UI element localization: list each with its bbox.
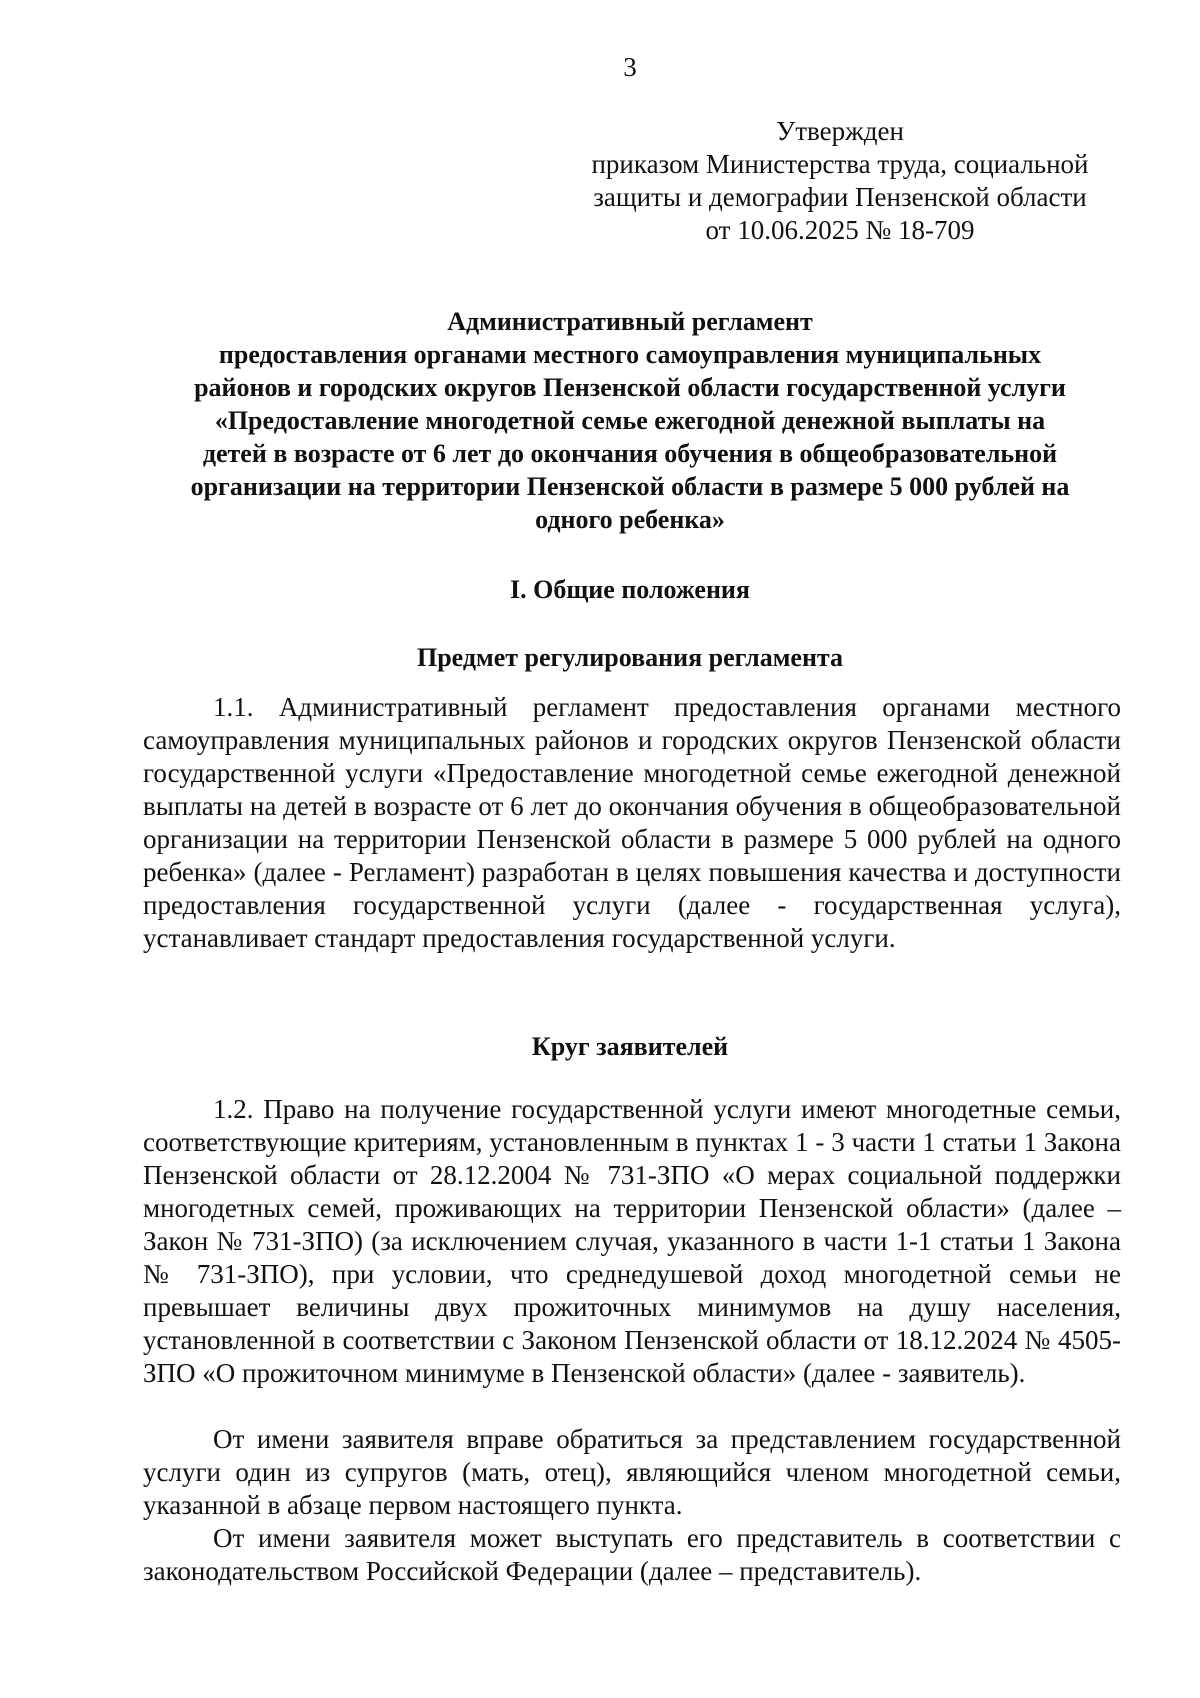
approval-block: [560, 115, 1120, 247]
title-line: детей в возрасте от 6 лет до окончания обучения в общеобразовательной: [202, 439, 1058, 468]
subheading-applicants: Круг заявителей: [531, 1032, 729, 1061]
title-line: организации на территории Пензенской области в размере 5 000 рублей на: [190, 472, 1070, 501]
paragraph-representative: От имени заявителя может выступать его представитель в соответствии с законодательством Российской Федерации (далее – представитель).: [143, 1523, 1121, 1586]
paragraph-1-2: 1.2. Право на получение государственной услуги имеют многодетные семьи, соответствующие критериям, установленным в пунктах 1 - 3 части 1 статьи 1 Закона Пензенской области от 28.12.2004 № 731-ЗПО «О мерах социальной поддержки многодетных семей, проживающих на территории Пензенской области» (далее – Закон № 731-ЗПО) (за исключением случая, указанного в части 1-1 статьи 1 Закона № 731-ЗПО), при условии, что среднедушевой доход многодетной семьи не превышает величины двух прожиточных минимумов на душу населения, установленной в соответствии с Законом Пензенской области от 18.12.2024 № 4505-ЗПО «О прожиточном минимуме в Пензенской области» (далее - заявитель).: [143, 1094, 1121, 1388]
approval-line: приказом Министерства труда, социальной: [591, 149, 1089, 179]
paragraph-spouse: От имени заявителя вправе обратиться за представлением государственной услуги один из супругов (мать, отец), являющийся членом многодетной семьи, указанной в абзаце первом настоящего пункта.: [143, 1424, 1121, 1520]
title-line: одного ребенка»: [535, 505, 725, 534]
title-line: районов и городских округов Пензенской области государственной услуги: [194, 373, 1066, 402]
approval-line: Утвержден: [776, 116, 904, 146]
paragraph-1-1: 1.1. Административный регламент предоставления органами местного самоуправления муниципальных районов и городских округов Пензенской области государственной услуги «Предоставление многодетной семье ежегодной денежной выплаты на детей в возрасте от 6 лет до окончания обучения в общеобразовательной организации на территории Пензенской области в размере 5 000 рублей на одного ребенка» (далее - Регламент) разработан в целях повышения качества и доступности предоставления государственной услуги (далее - государственная услуга), устанавливает стандарт предоставления государственной услуги.: [143, 692, 1121, 953]
subheading-subject-of-regulation: Предмет регулирования регламента: [416, 643, 844, 672]
document-title: [140, 305, 1120, 536]
title-line: «Предоставление многодетной семье ежегодной денежной выплаты на: [214, 406, 1046, 435]
title-line: предоставления органами местного самоуправления муниципальных: [218, 340, 1042, 369]
section-heading: I. Общие положения: [510, 575, 750, 604]
page-number: 3: [623, 52, 637, 82]
approval-line: защиты и демографии Пензенской области: [593, 182, 1087, 212]
approval-line: от 10.06.2025 № 18-709: [705, 215, 975, 245]
title-line: Административный регламент: [447, 307, 813, 336]
